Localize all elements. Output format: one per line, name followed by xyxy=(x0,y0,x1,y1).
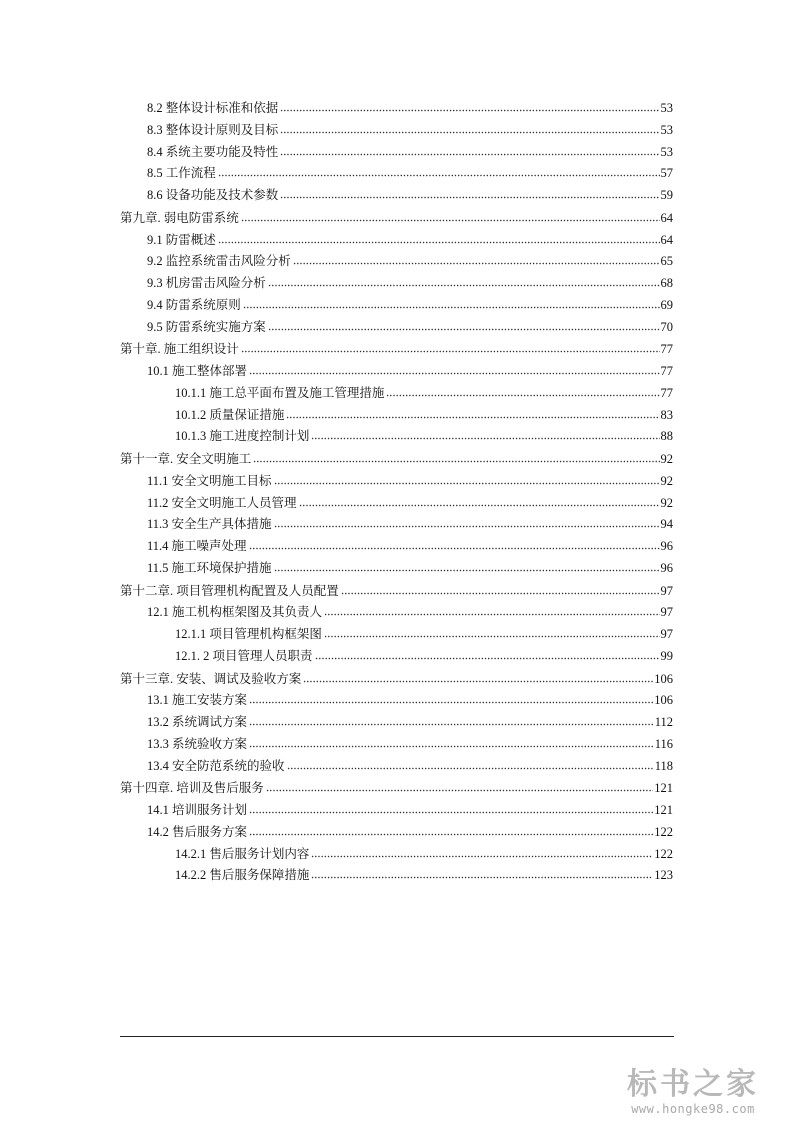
toc-entry-page-number: 97 xyxy=(660,627,673,641)
toc-leader-dots xyxy=(299,497,660,507)
toc-entry-page-number: 97 xyxy=(660,605,673,620)
toc-entry[interactable] xyxy=(147,160,673,180)
watermark-title: 标书之家 xyxy=(627,1067,759,1102)
toc-entry[interactable] xyxy=(147,731,673,751)
toc-entry-label: 8.5 工作流程 xyxy=(147,166,216,181)
toc-entry-label: 11.1 安全文明施工目标 xyxy=(147,473,272,488)
toc-entry-label: 11.2 安全文明施工人员管理 xyxy=(147,495,297,510)
toc-entry-page-number: 121 xyxy=(654,803,673,817)
toc-leader-dots xyxy=(311,848,653,858)
toc-entry[interactable] xyxy=(147,533,673,553)
toc-entry[interactable] xyxy=(147,358,673,378)
toc-entry-page-number: 77 xyxy=(660,342,673,357)
toc-leader-dots xyxy=(249,694,653,704)
toc-entry-label: 9.5 防雷系统实施方案 xyxy=(147,319,266,334)
toc-entry-page-number: 59 xyxy=(660,188,673,202)
toc-entry-label: 8.2 整体设计标准和依据 xyxy=(147,101,279,115)
toc-entry[interactable] xyxy=(147,314,673,334)
toc-entry[interactable] xyxy=(147,139,673,159)
toc-entry-page-number: 123 xyxy=(654,868,673,883)
toc-entry-label: 第十三章. 安装、调试及验收方案 xyxy=(120,671,302,686)
toc-leader-dots xyxy=(386,387,659,397)
toc-leader-dots xyxy=(286,409,659,419)
toc-chapter-entry[interactable] xyxy=(120,666,673,686)
toc-entry-page-number: 116 xyxy=(654,736,673,751)
toc-chapter-entry[interactable] xyxy=(120,446,673,466)
toc-leader-dots xyxy=(249,738,654,748)
toc-entry[interactable] xyxy=(175,643,673,663)
watermark-url: www.hongke98.com xyxy=(631,1102,755,1116)
toc-entry[interactable] xyxy=(147,709,673,729)
toc-entry-label: 8.4 系统主要功能及特性 xyxy=(147,144,279,159)
toc-entry-page-number: 112 xyxy=(654,715,673,729)
toc-entry-label: 12.1. 2 项目管理人员职责 xyxy=(175,648,313,663)
toc-entry-label: 11.4 施工噪声处理 xyxy=(147,539,247,553)
toc-leader-dots xyxy=(287,760,654,770)
toc-entry-page-number: 70 xyxy=(660,319,673,334)
toc-entry-page-number: 77 xyxy=(660,364,673,378)
toc-entry-page-number: 68 xyxy=(660,276,673,290)
toc-entry-label: 9.4 防雷系统原则 xyxy=(147,297,241,312)
toc-leader-dots xyxy=(268,321,660,331)
toc-entry[interactable] xyxy=(147,182,673,202)
toc-leader-dots xyxy=(253,453,659,463)
toc-entry-page-number: 65 xyxy=(660,254,673,269)
toc-leader-dots xyxy=(293,255,660,265)
toc-leader-dots xyxy=(280,146,659,156)
toc-entry-page-number: 64 xyxy=(660,210,673,225)
toc-entry[interactable] xyxy=(147,511,673,531)
toc-chapter-entry[interactable] xyxy=(120,336,673,356)
toc-entry-page-number: 53 xyxy=(660,144,673,159)
toc-leader-dots xyxy=(280,189,659,199)
toc-entry[interactable] xyxy=(147,292,673,312)
toc-leader-dots xyxy=(218,167,660,177)
toc-leader-dots xyxy=(311,430,659,440)
toc-entry[interactable] xyxy=(147,797,673,817)
toc-entry-label: 9.3 机房雷击风险分析 xyxy=(147,276,266,290)
footer-divider xyxy=(120,1036,674,1037)
toc-leader-dots xyxy=(249,804,653,814)
toc-entry-label: 9.2 监控系统雷击风险分析 xyxy=(147,254,291,269)
toc-entry-page-number: 53 xyxy=(660,101,673,115)
toc-leader-dots xyxy=(274,475,660,485)
toc-leader-dots xyxy=(303,673,653,683)
toc-entry[interactable] xyxy=(175,862,673,882)
toc-entry-page-number: 99 xyxy=(660,648,673,663)
toc-entry[interactable] xyxy=(147,599,673,619)
toc-entry[interactable] xyxy=(147,227,673,247)
toc-entry-page-number: 77 xyxy=(660,385,673,400)
toc-leader-dots xyxy=(268,277,660,287)
watermark xyxy=(603,1068,783,1116)
toc-leader-dots xyxy=(324,628,660,638)
toc-entry-page-number: 92 xyxy=(660,495,673,510)
toc-entry[interactable] xyxy=(147,687,673,707)
toc-entry[interactable] xyxy=(147,753,673,773)
toc-entry-label: 第十二章. 项目管理机构配置及人员配置 xyxy=(120,583,339,598)
toc-entry[interactable] xyxy=(147,270,673,290)
toc-entry-page-number: 106 xyxy=(654,671,673,686)
toc-leader-dots xyxy=(241,212,660,222)
toc-entry[interactable] xyxy=(175,423,673,443)
toc-entry-label: 12.1.1 项目管理机构框架图 xyxy=(175,627,322,641)
toc-entry-page-number: 69 xyxy=(660,297,673,312)
toc-entry-label: 10.1.2 质量保证措施 xyxy=(175,407,285,422)
toc-entry[interactable] xyxy=(147,95,673,115)
toc-leader-dots xyxy=(243,299,660,309)
toc-entry-page-number: 122 xyxy=(654,846,673,861)
toc-entry[interactable] xyxy=(175,841,673,861)
toc-entry-label: 14.2.1 售后服务计划内容 xyxy=(175,846,310,861)
toc-chapter-entry[interactable] xyxy=(120,578,673,598)
toc-leader-dots xyxy=(274,518,660,528)
toc-entry[interactable] xyxy=(147,819,673,839)
toc-entry-label: 第十一章. 安全文明施工 xyxy=(120,452,252,466)
toc-entry-page-number: 92 xyxy=(660,452,673,466)
toc-chapter-entry[interactable] xyxy=(120,205,673,225)
toc-entry-page-number: 121 xyxy=(654,781,673,796)
toc-entry-label: 14.2 售后服务方案 xyxy=(147,824,248,839)
toc-leader-dots xyxy=(324,606,659,616)
toc-entry[interactable] xyxy=(175,621,673,641)
toc-leader-dots xyxy=(249,826,653,836)
toc-entry-page-number: 96 xyxy=(660,560,673,575)
toc-entry-label: 13.1 施工安装方案 xyxy=(147,693,248,708)
toc-leader-dots xyxy=(280,124,659,134)
toc-entry-label: 第十章. 施工组织设计 xyxy=(120,342,239,357)
toc-entry-label: 8.3 整体设计原则及目标 xyxy=(147,122,279,137)
toc-entry-page-number: 83 xyxy=(660,407,673,422)
toc-leader-dots xyxy=(218,234,660,244)
toc-leader-dots xyxy=(266,782,653,792)
toc-entry[interactable] xyxy=(147,468,673,488)
toc-entry-label: 10.1.1 施工总平面布置及施工管理措施 xyxy=(175,385,385,400)
toc-entry-label: 11.5 施工环境保护措施 xyxy=(147,560,272,575)
toc-leader-dots xyxy=(280,102,659,112)
toc-entry[interactable] xyxy=(147,117,673,137)
toc-leader-dots xyxy=(341,585,660,595)
toc-entry-page-number: 53 xyxy=(660,122,673,137)
toc-entry-page-number: 94 xyxy=(660,517,673,532)
toc-entry-label: 13.3 系统验收方案 xyxy=(147,736,248,751)
toc-entry-label: 13.2 系统调试方案 xyxy=(147,715,248,729)
toc-entry-label: 10.1.3 施工进度控制计划 xyxy=(175,429,310,444)
toc-entry-label: 10.1 施工整体部署 xyxy=(147,364,248,378)
toc-entry-label: 12.1 施工机构框架图及其负责人 xyxy=(147,605,323,620)
toc-chapter-entry[interactable] xyxy=(120,775,673,795)
toc-entry-page-number: 96 xyxy=(660,539,673,553)
toc-entry[interactable] xyxy=(147,248,673,268)
toc-entry-label: 14.1 培训服务计划 xyxy=(147,803,248,817)
toc-entry-label: 14.2.2 售后服务保障措施 xyxy=(175,868,310,883)
toc-entry[interactable] xyxy=(175,380,673,400)
toc-entry[interactable] xyxy=(147,490,673,510)
toc-leader-dots xyxy=(311,869,653,879)
toc-entry-page-number: 118 xyxy=(654,758,673,773)
toc-entry-page-number: 88 xyxy=(660,429,673,444)
toc-entry-label: 第十四章. 培训及售后服务 xyxy=(120,781,264,796)
toc-entry-label: 8.6 设备功能及技术参数 xyxy=(147,188,279,202)
toc-entry-label: 9.1 防雷概述 xyxy=(147,232,216,247)
toc-entry[interactable] xyxy=(147,555,673,575)
toc-entry-label: 11.3 安全生产具体措施 xyxy=(147,517,272,532)
toc-leader-dots xyxy=(249,716,654,726)
toc-entry-page-number: 97 xyxy=(660,583,673,598)
toc-entry[interactable] xyxy=(175,402,673,422)
toc-entry-page-number: 57 xyxy=(660,166,673,181)
toc-leader-dots xyxy=(274,562,660,572)
toc-leader-dots xyxy=(249,365,659,375)
toc-entry-page-number: 122 xyxy=(654,824,673,839)
toc-entry-page-number: 64 xyxy=(660,232,673,247)
toc-entry-page-number: 92 xyxy=(660,473,673,488)
toc-leader-dots xyxy=(315,650,660,660)
toc-entry-label: 第九章. 弱电防雷系统 xyxy=(120,210,239,225)
toc-leader-dots xyxy=(249,540,660,550)
toc-entry-label: 13.4 安全防范系统的验收 xyxy=(147,758,285,773)
toc-leader-dots xyxy=(241,343,660,353)
toc-entry-page-number: 106 xyxy=(654,693,673,708)
